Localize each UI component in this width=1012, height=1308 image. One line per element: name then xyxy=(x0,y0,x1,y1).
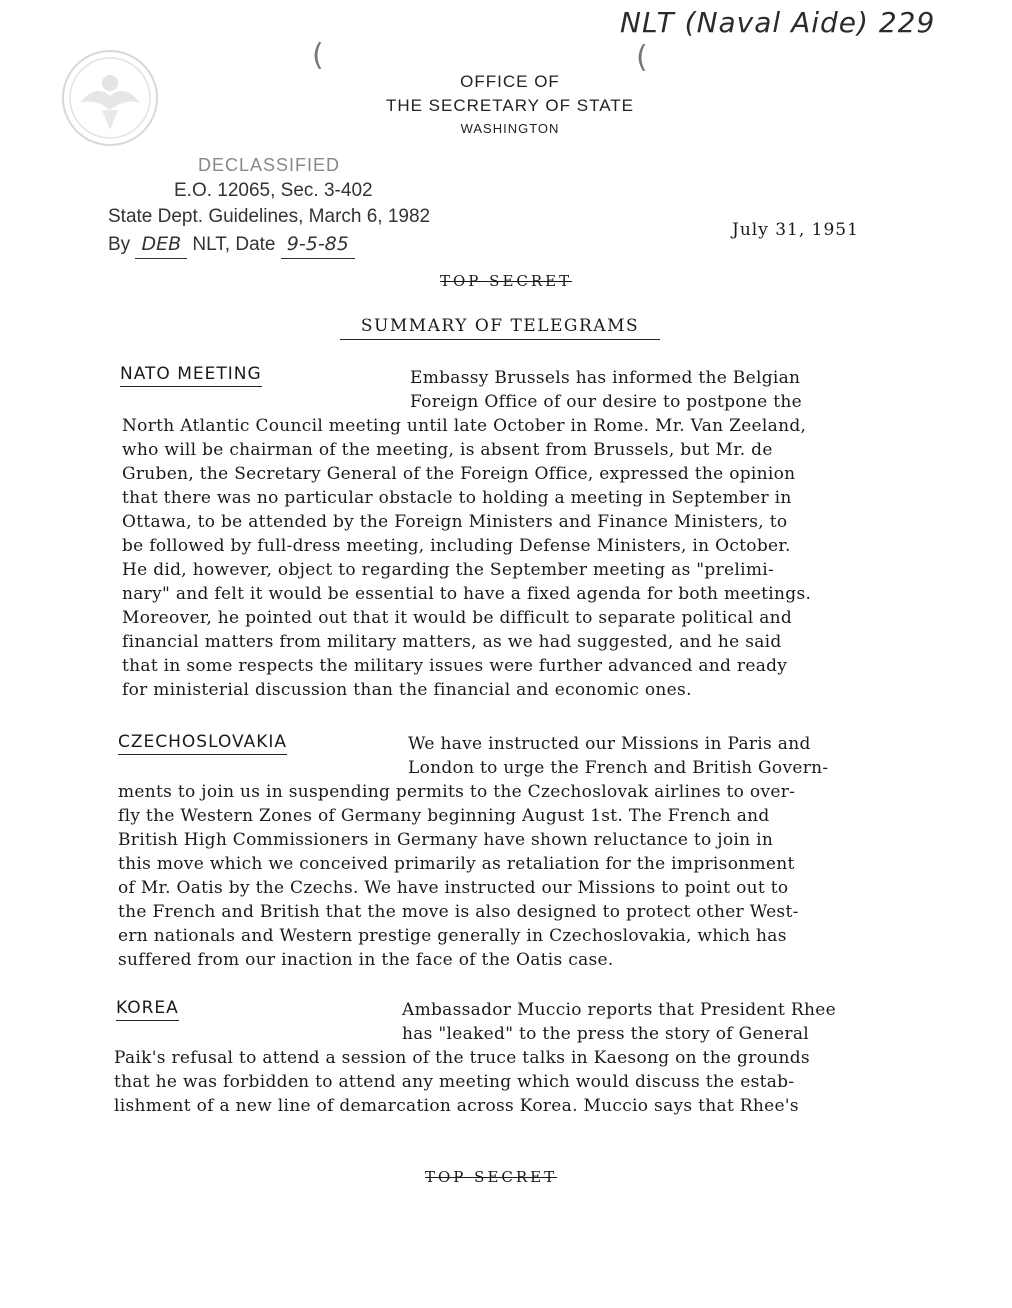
letterhead-secretary: THE SECRETARY OF STATE xyxy=(385,96,635,115)
text-line: this move which we conceived primarily as retaliation for the imprisonment xyxy=(118,854,795,874)
text-line: Foreign Office of our desire to postpone the xyxy=(410,392,802,412)
by-initials: DEB xyxy=(135,230,187,259)
classification-bottom xyxy=(425,1168,625,1186)
text-line: Paik's refusal to attend a session of the truce talks in Kaesong on the grounds xyxy=(114,1048,810,1068)
section-heading-czechoslovakia: CZECHOSLOVAKIA xyxy=(118,732,287,755)
classification-text: TOP SECRET xyxy=(425,1168,558,1186)
section-heading-nato: NATO MEETING xyxy=(120,364,262,387)
classification-top xyxy=(440,272,640,290)
letterhead-city: WASHINGTON xyxy=(460,121,560,136)
text-line: Ambassador Muccio reports that President Rhee xyxy=(402,1000,836,1020)
text-line: that in some respects the military issues were further advanced and ready xyxy=(122,656,788,676)
text-line: has "leaked" to the press the story of General xyxy=(402,1024,810,1044)
declassified-title: DECLASSIFIED xyxy=(198,155,341,175)
text-line: fly the Western Zones of Germany beginning August 1st. The French and xyxy=(118,806,770,826)
text-line: Gruben, the Secretary General of the Foreign Office, expressed the opinion xyxy=(122,464,796,484)
document-date: July 31, 1951 xyxy=(732,220,859,240)
by-label: By xyxy=(108,234,131,255)
text-line: be followed by full-dress meeting, including Defense Ministers, in October. xyxy=(122,536,791,556)
text-line: British High Commissioners in Germany have shown reluctance to join in xyxy=(118,830,774,850)
stray-mark: ( xyxy=(636,40,648,75)
text-line: Embassy Brussels has informed the Belgian xyxy=(410,368,801,388)
letterhead-office: OFFICE OF xyxy=(460,72,560,91)
text-line: who will be chairman of the meeting, is absent from Brussels, but Mr. de xyxy=(122,440,773,460)
text-line: ern nationals and Western prestige generally in Czechoslovakia, which has xyxy=(118,926,787,946)
letterhead xyxy=(280,70,740,140)
declassified-order: E.O. 12065, Sec. 3-402 xyxy=(174,180,373,201)
nlt-date-label: NLT, Date xyxy=(192,234,276,255)
text-line: lishment of a new line of demarcation across Korea. Muccio says that Rhee's xyxy=(114,1096,799,1116)
section-heading-korea: KOREA xyxy=(116,998,179,1021)
text-line: We have instructed our Missions in Paris and xyxy=(408,734,811,754)
declassified-guidelines: State Dept. Guidelines, March 6, 1982 xyxy=(108,206,431,227)
text-line: suffered from our inaction in the face of the Oatis case. xyxy=(118,950,614,970)
classification-text: TOP SECRET xyxy=(440,272,573,290)
text-line: ments to join us in suspending permits to the Czechoslovak airlines to over- xyxy=(118,782,796,802)
declassified-date: 9-5-85 xyxy=(281,230,355,259)
text-line: nary" and felt it would be essential to have a fixed agenda for both meetings. xyxy=(122,584,812,604)
text-line: that he was forbidden to attend any meeting which would discuss the estab- xyxy=(114,1072,795,1092)
text-line: financial matters from military matters, as we had suggested, and he said xyxy=(122,632,782,652)
text-line: He did, however, object to regarding the September meeting as "prelimi- xyxy=(122,560,775,580)
declassified-by-line xyxy=(108,230,488,259)
stray-mark: ( xyxy=(312,38,324,73)
handwritten-reference: NLT (Naval Aide) 229 xyxy=(620,6,936,39)
text-line: London to urge the French and British Govern- xyxy=(408,758,829,778)
declassification-stamp xyxy=(108,152,488,259)
text-line: North Atlantic Council meeting until late October in Rome. Mr. Van Zeeland, xyxy=(122,416,807,436)
text-line: Ottawa, to be attended by the Foreign Ministers and Finance Ministers, to xyxy=(122,512,788,532)
text-line: Moreover, he pointed out that it would be difficult to separate political and xyxy=(122,608,793,628)
text-line: for ministerial discussion than the financial and economic ones. xyxy=(122,680,692,700)
summary-title: SUMMARY OF TELEGRAMS xyxy=(340,316,660,340)
state-department-seal xyxy=(60,48,160,148)
text-line: of Mr. Oatis by the Czechs. We have instructed our Missions to point out to xyxy=(118,878,789,898)
text-line: the French and British that the move is also designed to protect other West- xyxy=(118,902,799,922)
text-line: that there was no particular obstacle to holding a meeting in September in xyxy=(122,488,792,508)
